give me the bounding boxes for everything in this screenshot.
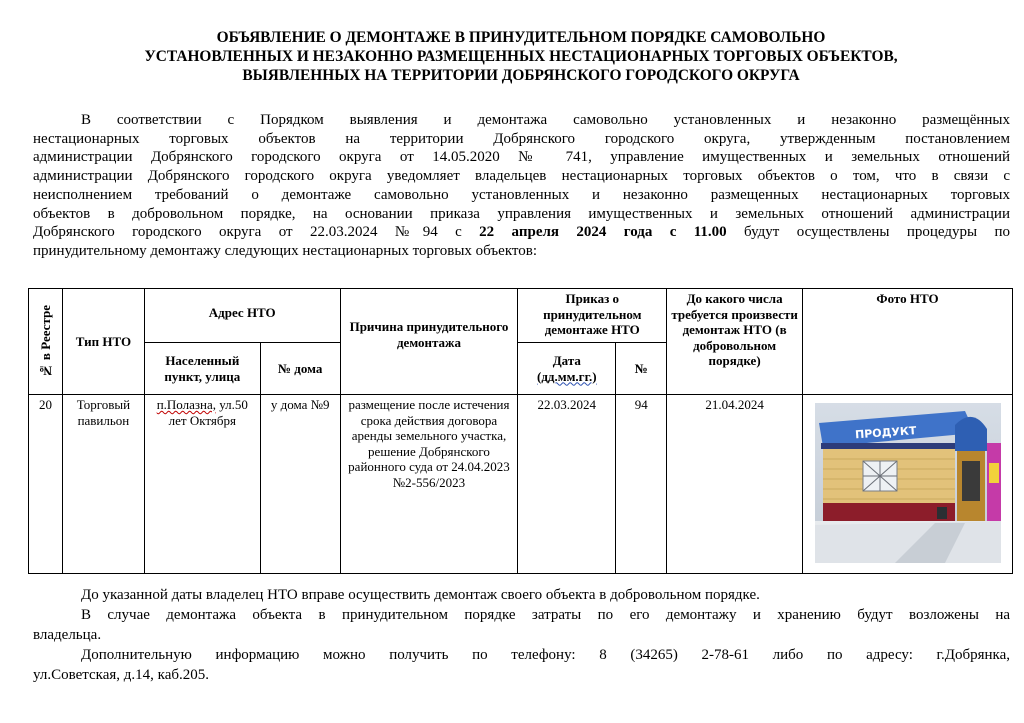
footer-line: В случае демонтажа объекта в принудительном порядке затраты по его демонтажу и хранению будут возложены на (81, 607, 1010, 623)
footer-line: Дополнительную информацию можно получить по телефону: 8 (34265) 2-78-61 либо по адресу: г.Добрянка, (81, 647, 1010, 663)
intro-line: неисполнением требований о демонтаже самовольно установленных и незаконно размещенных нестационарных торговых (33, 186, 1010, 203)
intro-line: администрации Добрянского городского округа от 14.05.2020 № 741, управление имущественных и земельных отношений (33, 149, 1010, 166)
cell-number: 94 (616, 395, 667, 574)
header-type: Тип НТО (62, 289, 144, 395)
header-date-label: Дата (552, 353, 581, 368)
cell-date: 22.03.2024 (518, 395, 616, 574)
cell-deadline: 21.04.2024 (667, 395, 803, 574)
intro-line: объектов в добровольном порядке, на основании приказа управления имущественных и земельных отношений администрации (33, 205, 1010, 222)
footer-line: До указанной даты владелец НТО вправе осуществить демонтаж своего объекта в добровольном порядке. (81, 587, 760, 603)
header-order: Приказ о принудительном демонтаже НТО (518, 289, 667, 343)
cell-reason: размещение после истечения срока действия договора аренды земельного участка, решение Добрянского районного суда от 24.04.2023 №2-556/2023 (340, 395, 518, 574)
intro-text: будут осуществлены процедуры по (726, 224, 1010, 241)
header-date-format: (дд.мм.гг.) (536, 368, 597, 384)
cell-photo (803, 395, 1013, 574)
pavilion-photo-image (815, 403, 1001, 563)
cell-locality (144, 395, 260, 574)
footer-notes (33, 585, 1010, 685)
intro-paragraph (33, 111, 1010, 261)
cell-house: у дома №9 (260, 395, 340, 574)
intro-text: Добрянского городского округа от 22.03.2024 №94 с (33, 224, 480, 241)
header-photo: Фото НТО (803, 289, 1013, 395)
intro-line: администрации Добрянского городского округа уведомляет владельцев нестационарных торговых объектов о том, что в связи с (33, 168, 1010, 185)
header-house: № дома (260, 343, 340, 395)
header-date (518, 343, 616, 395)
nto-photo (815, 403, 1001, 563)
intro-line (33, 223, 1010, 242)
document-title (40, 28, 1002, 85)
locality-street: ул.50 лет Октября (168, 397, 248, 428)
cell-type: Торговый павильон (62, 395, 144, 574)
table-row (29, 395, 1013, 574)
title-line: ОБЪЯВЛЕНИЕ О ДЕМОНТАЖЕ В ПРИНУДИТЕЛЬНОМ ПОРЯДКЕ САМОВОЛЬНО (216, 29, 826, 46)
cell-reg-no: 20 (29, 395, 63, 574)
demolition-datetime: 22 апреля 2024 года с 11.00 (479, 224, 727, 241)
nto-table (28, 288, 1013, 574)
header-deadline: До какого числа требуется произвести демонтаж НТО (в добровольном порядке) (667, 289, 803, 395)
footer-line: ул.Советская, д.14, каб.205. (33, 667, 209, 683)
header-reg-no: № в Реестре (29, 289, 63, 395)
intro-line: принудительному демонтажу следующих нестационарных торговых объектов: (33, 242, 538, 259)
intro-line: нестационарных торговых объектов на территории Добрянского городского округа, утвержденным постановлением (33, 130, 1010, 147)
header-locality: Населенный пункт, улица (144, 343, 260, 395)
footer-line: владельца. (33, 627, 102, 643)
header-address: Адрес НТО (144, 289, 340, 343)
locality-town: п.Полазна, (156, 397, 216, 412)
sign-text: ПРОДУКТ (854, 424, 917, 442)
intro-line: В соответствии с Порядком выявления и демонтажа самовольно установленных и незаконно размещённых (81, 112, 1010, 128)
title-line: ВЫЯВЛЕННЫХ НА ТЕРРИТОРИИ ДОБРЯНСКОГО ГОРОДСКОГО ОКРУГА (242, 67, 800, 84)
header-reason: Причина принудительного демонтажа (340, 289, 518, 395)
header-number: № (616, 343, 667, 395)
title-line: УСТАНОВЛЕННЫХ И НЕЗАКОННО РАЗМЕЩЕННЫХ НЕСТАЦИОНАРНЫХ ТОРГОВЫХ ОБЪЕКТОВ, (144, 48, 898, 65)
